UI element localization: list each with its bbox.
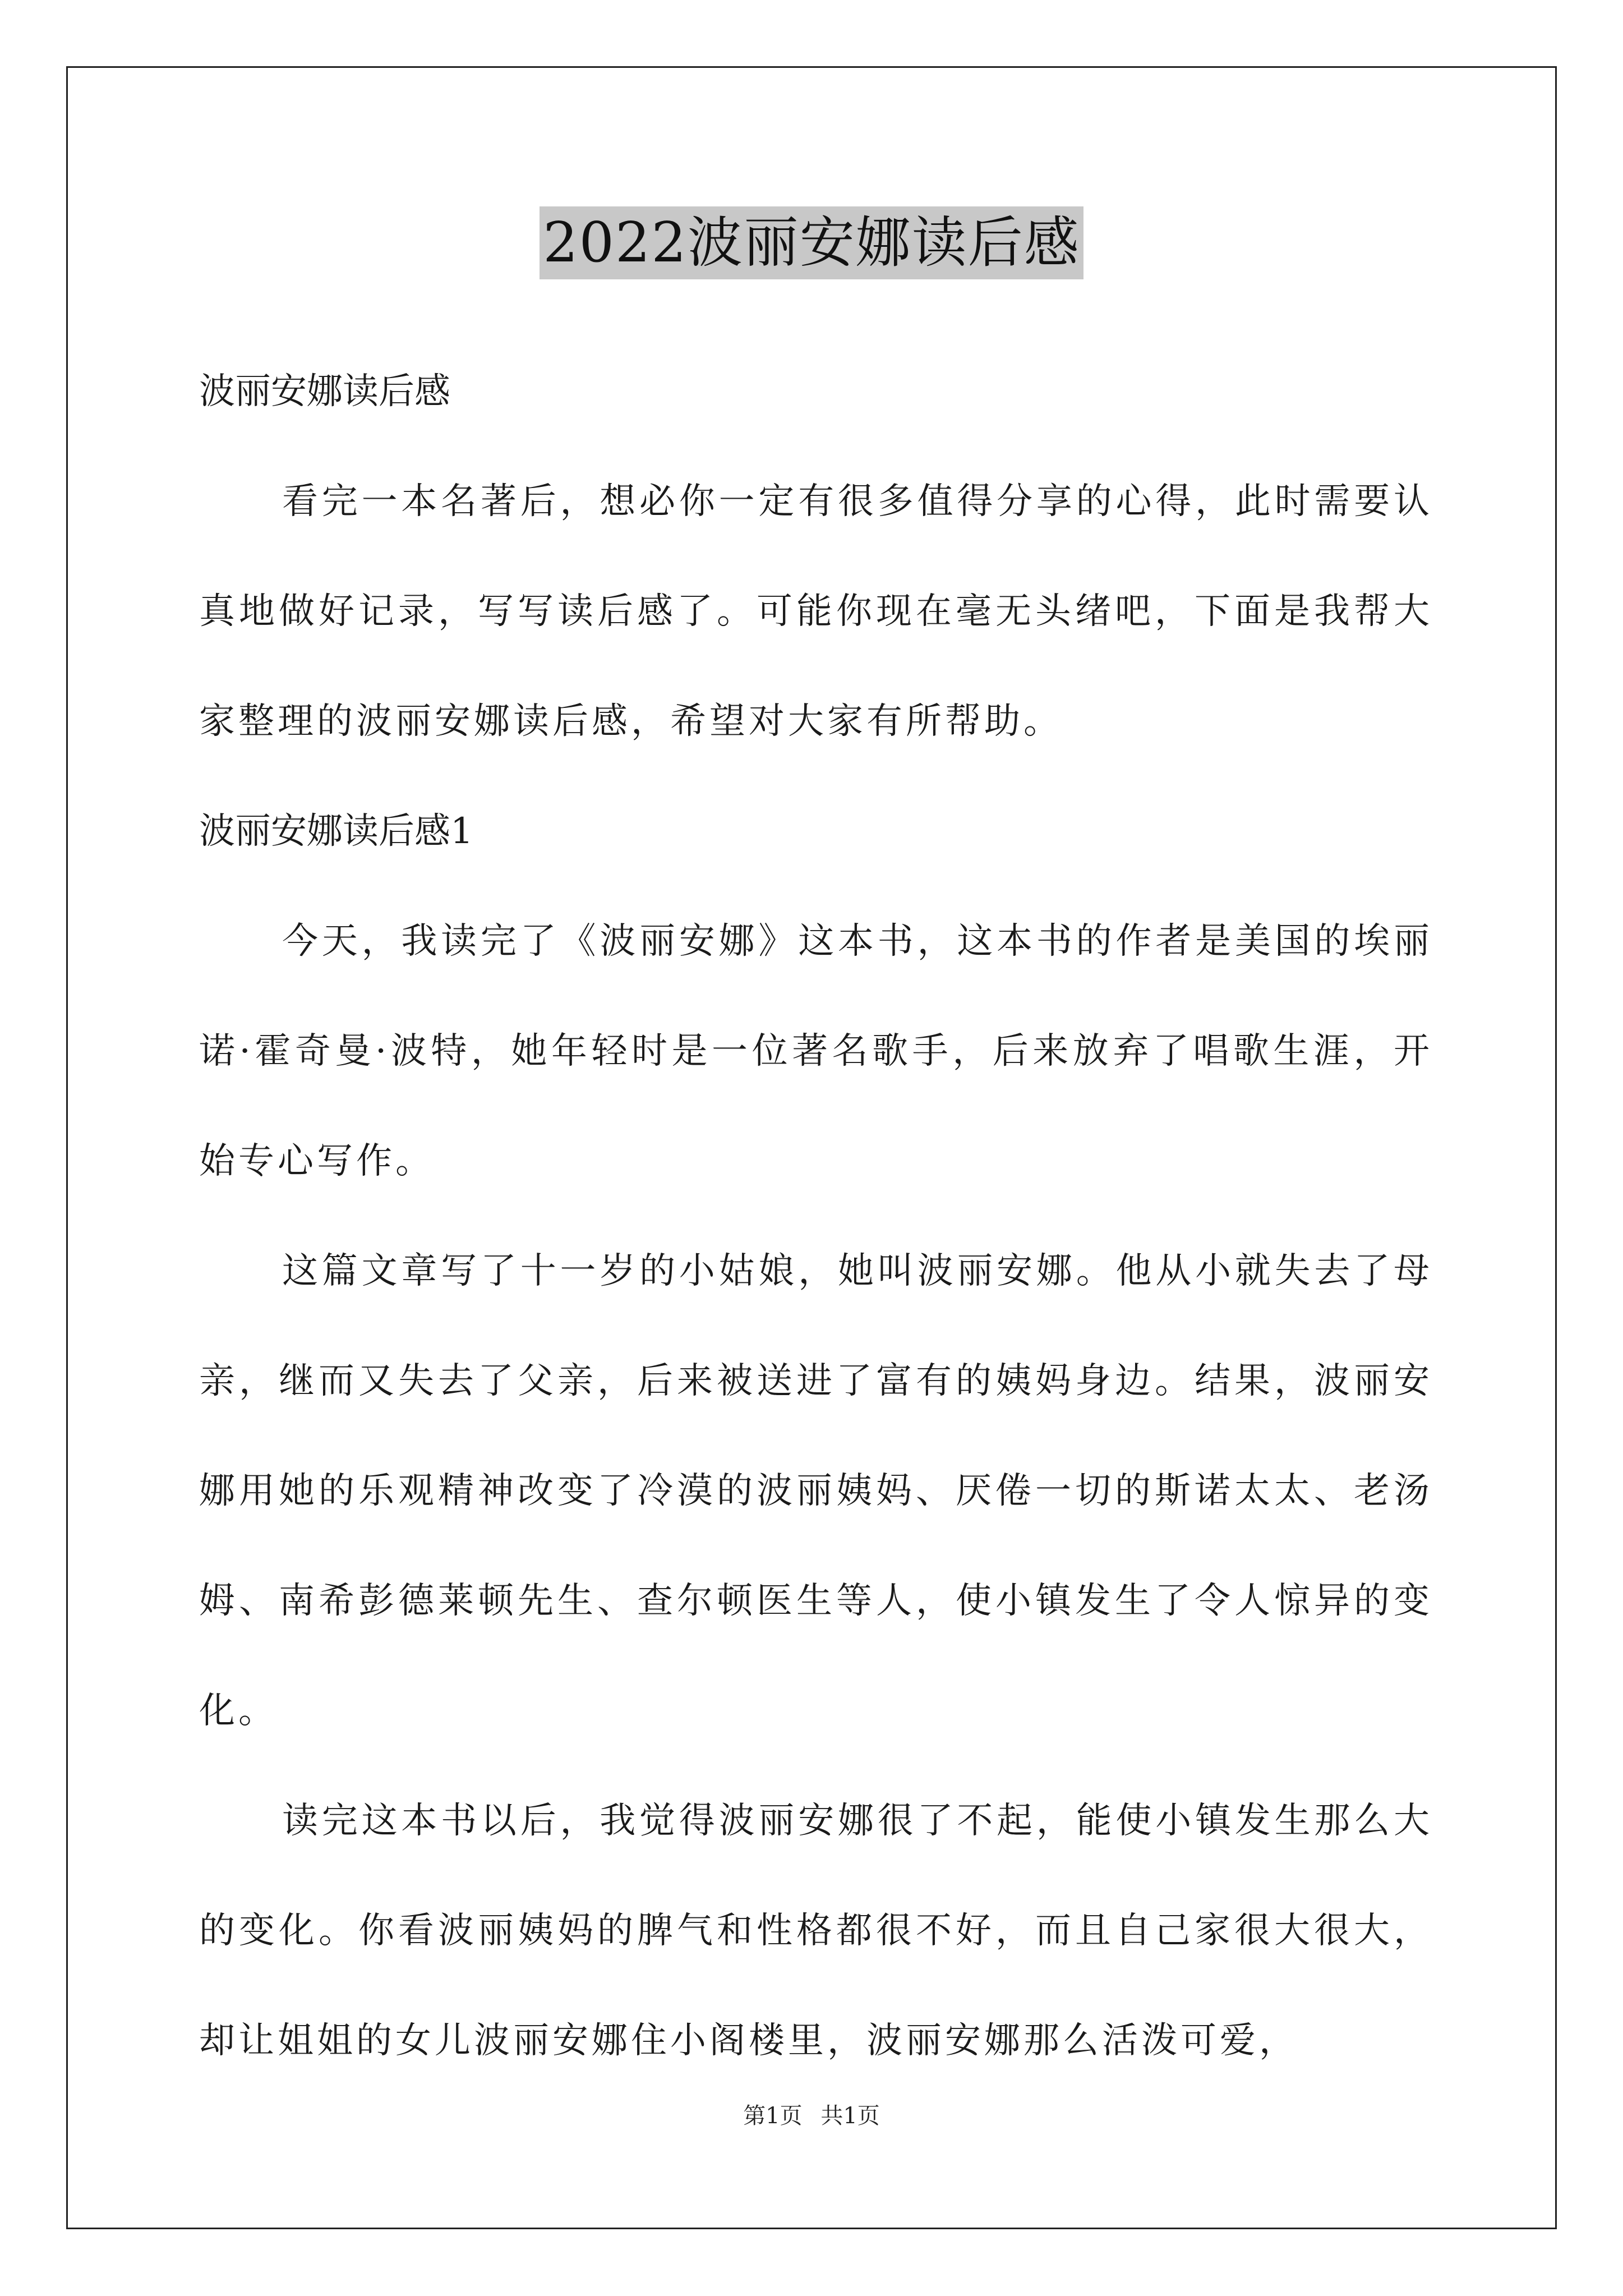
page-footer: 第1页 共1页 bbox=[743, 2103, 880, 2129]
title-container bbox=[0, 206, 1623, 279]
body-paragraph: 读完这本书以后，我觉得波丽安娜很了不起，能使小镇发生那么大的变化。你看波丽姨妈的脾气和性格都很不好，而且自己家很大很大，却让姐姐的女儿波丽安娜住小阁楼里，波丽安娜那么活泼可爱， bbox=[199, 1800, 1433, 2062]
document-title: 2022波丽安娜读后感 bbox=[540, 206, 1083, 279]
body-paragraph: 这篇文章写了十一岁的小姑娘，她叫波丽安娜。他从小就失去了母亲，继而又失去了父亲，后来被送进了富有的姨妈身边。结果，波丽安娜用她的乐观精神改变了冷漠的波丽姨妈、厌倦一切的斯诺太太、老汤姆、南希彭德莱顿先生、查尔顿医生等人，使小镇发生了令人惊异的变化。 bbox=[199, 1250, 1433, 1732]
intro-paragraph: 看完一本名著后，想必你一定有很多值得分享的心得，此时需要认真地做好记录，写写读后感了。可能你现在毫无头绪吧，下面是我帮大家整理的波丽安娜读后感，希望对大家有所帮助。 bbox=[199, 481, 1433, 742]
document-body bbox=[199, 337, 1433, 2096]
section-heading: 波丽安娜读后感1 bbox=[199, 811, 473, 852]
intro-heading: 波丽安娜读后感 bbox=[199, 371, 450, 412]
body-paragraph: 今天，我读完了《波丽安娜》这本书，这本书的作者是美国的埃丽诺·霍奇曼·波特，她年轻时是一位著名歌手，后来放弃了唱歌生涯，开始专心写作。 bbox=[199, 921, 1433, 1182]
